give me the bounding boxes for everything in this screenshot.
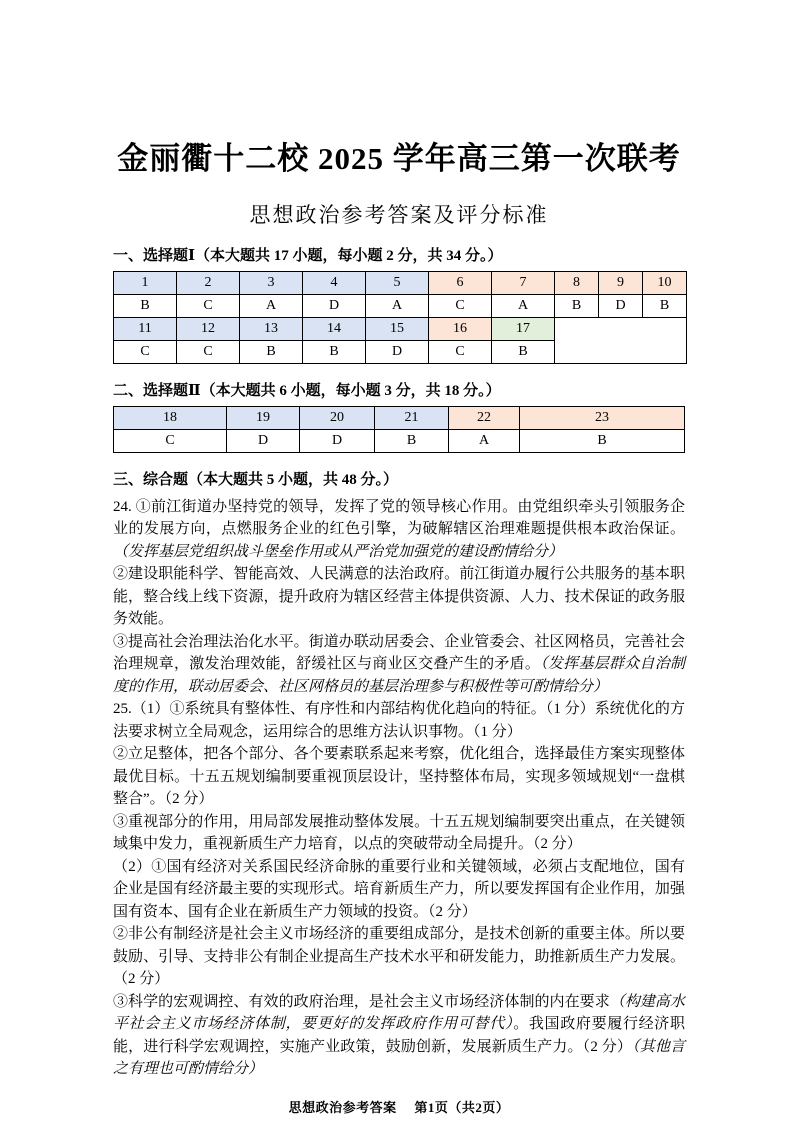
grading-note-segment: （构建高水平社会主义市场经济体制，要更好的发挥政府作用可替代）: [113, 993, 685, 1033]
question-number-cell: 14: [303, 317, 366, 340]
question-number-cell: 3: [240, 271, 303, 294]
answer-paragraph: [113, 698, 685, 743]
page-subtitle: 思想政治参考答案及评分标准: [249, 202, 549, 227]
question-number-cell: 18: [114, 406, 227, 429]
page-footer: [113, 1097, 685, 1116]
question-number-cell: 2: [177, 271, 240, 294]
question-number-cell: 13: [240, 317, 303, 340]
answer-text-segment: ③提高社会治理法治化水平。街道办联动居委会、企业管委会、社区网格员，完善社会治理规章，激发治理效能，舒缓社区与商业区交叠产生的矛盾。: [113, 633, 685, 673]
answer-cell: A: [449, 429, 520, 452]
answer-paragraph: [113, 856, 685, 924]
answer-text-segment: （2）①国有经济对关系国民经济命脉的重要行业和关键领域，必须占支配地位，国有企业是国有经济最主要的实现形式。培育新质生产力，所以要发挥国有企业作用，加强国有资本、国有企业在新质生产力领域的投资。（2 分）: [113, 858, 685, 920]
question-number-cell: 11: [114, 317, 177, 340]
question-number-cell: 10: [643, 271, 687, 294]
answer-cell: C: [177, 294, 240, 317]
answer-cell: D: [599, 294, 643, 317]
answer-cell: D: [300, 429, 375, 452]
question-number-cell: 7: [492, 271, 555, 294]
footer-page-number: 第1页（共2页）: [414, 1099, 510, 1115]
answer-cell: B: [643, 294, 687, 317]
answer-cell: B: [520, 429, 685, 452]
answer-cell: D: [366, 340, 429, 363]
answer-cell: D: [227, 429, 300, 452]
answer-text-segment: 。我国政府要履行经济职能，进行科学宏观调控，实施产业政策，鼓励创新，发展新质生产力。（2 分）: [113, 1016, 685, 1055]
answer-paragraph: [113, 563, 685, 631]
answer-cell: A: [492, 294, 555, 317]
answer-text-segment: ②非公有制经济是社会主义市场经济的重要组成部分，是技术创新的重要主体。所以要鼓励、引导、支持非公有制企业提高生产技术水平和研发能力，助推新质生产力发展。（2 分）: [113, 926, 685, 988]
question-number-cell: 19: [227, 406, 300, 429]
answer-paragraph: [113, 631, 685, 699]
multiple-choice-table-1: [113, 271, 687, 364]
empty-merged-cell: [555, 317, 687, 363]
answer-cell: D: [303, 294, 366, 317]
answer-text-segment: ③重视部分的作用，用局部发展推动整体发展。十五五规划编制要突出重点，在关键领域集中发力，重视新质生产力培育，以点的突破带动全局提升。（2 分）: [113, 813, 685, 853]
footer-doc-title: 思想政治参考答案: [288, 1099, 397, 1115]
question-number-cell: 6: [429, 271, 492, 294]
question-number-cell: 16: [429, 317, 492, 340]
answer-paragraph: [113, 923, 685, 991]
answer-text-segment: ②立足整体，把各个部分、各个要素联系起来考察，优化组合，选择最佳方案实现整体最优目标。十五五规划编制要重视顶层设计，坚持整体布局，实现多领域规划“一盘棋整合”。（2 分）: [113, 746, 685, 808]
answer-cell: B: [114, 294, 177, 317]
grading-note-segment: （其他言之有理也可酌情给分）: [113, 1038, 685, 1078]
answer-paragraph: [113, 811, 685, 856]
grading-note-segment: （发挥基层党组织战斗堡垒作用或从严治党加强党的建设酌情给分）: [113, 543, 564, 560]
answer-paragraph: [113, 743, 685, 811]
section2-heading: 二、选择题Ⅱ（本大题共 6 小题，每小题 3 分，共 18 分。）: [113, 382, 501, 399]
answer-text-segment: ②建设职能科学、智能高效、人民满意的法治政府。前江街道办履行公共服务的基本职能，整合线上线下资源，提升政府为辖区经营主体提供资源、人力、技术保证的政务服务效能。: [113, 566, 685, 628]
answers-body: [113, 496, 685, 1081]
question-number-cell: 15: [366, 317, 429, 340]
answer-paragraph: [113, 991, 685, 1081]
answer-cell: C: [429, 340, 492, 363]
multiple-choice-table-2: [113, 406, 685, 453]
answer-cell: B: [375, 429, 449, 452]
question-number-cell: 20: [300, 406, 375, 429]
grading-note-segment: （发挥基层群众自治制度的作用，联动居委会、社区网格员的基层治理参与积极性等可酌情给分）: [113, 656, 685, 695]
section3-heading: 三、综合题（本大题共 5 小题，共 48 分。）: [113, 471, 399, 488]
question-number-cell: 23: [520, 406, 685, 429]
answer-text-segment: 25.（1）①系统具有整体性、有序性和内部结构优化趋向的特征。（1 分）系统优化的方法要求树立全局观念，运用综合的思维方法认识事物。（1 分）: [113, 701, 685, 740]
answer-cell: C: [429, 294, 492, 317]
answer-cell: B: [555, 294, 599, 317]
answer-cell: C: [114, 340, 177, 363]
question-number-cell: 8: [555, 271, 599, 294]
question-number-cell: 4: [303, 271, 366, 294]
answer-cell: B: [240, 340, 303, 363]
question-number-cell: 5: [366, 271, 429, 294]
answer-cell: C: [114, 429, 227, 452]
question-number-cell: 21: [375, 406, 449, 429]
question-number-cell: 12: [177, 317, 240, 340]
answer-cell: C: [177, 340, 240, 363]
answer-cell: A: [366, 294, 429, 317]
answer-cell: A: [240, 294, 303, 317]
question-number-cell: 1: [114, 271, 177, 294]
question-number-cell: 17: [492, 317, 555, 340]
answer-text-segment: 24. ①前江街道办坚持党的领导，发挥了党的领导核心作用。由党组织牵头引领服务企业的发展方向，点燃服务企业的红色引擎，为破解辖区治理难题提供根本政治保证。: [113, 498, 685, 538]
section1-heading: 一、选择题Ⅰ（本大题共 17 小题，每小题 2 分，共 34 分。）: [113, 247, 503, 264]
answer-text-segment: ③科学的宏观调控、有效的政府治理，是社会主义市场经济体制的内在要求: [113, 993, 610, 1010]
answer-paragraph: [113, 496, 685, 564]
answer-cell: B: [492, 340, 555, 363]
question-number-cell: 22: [449, 406, 520, 429]
page-title: 金丽衢十二校 2025 学年高三第一次联考: [117, 141, 681, 176]
answer-cell: B: [303, 340, 366, 363]
question-number-cell: 9: [599, 271, 643, 294]
